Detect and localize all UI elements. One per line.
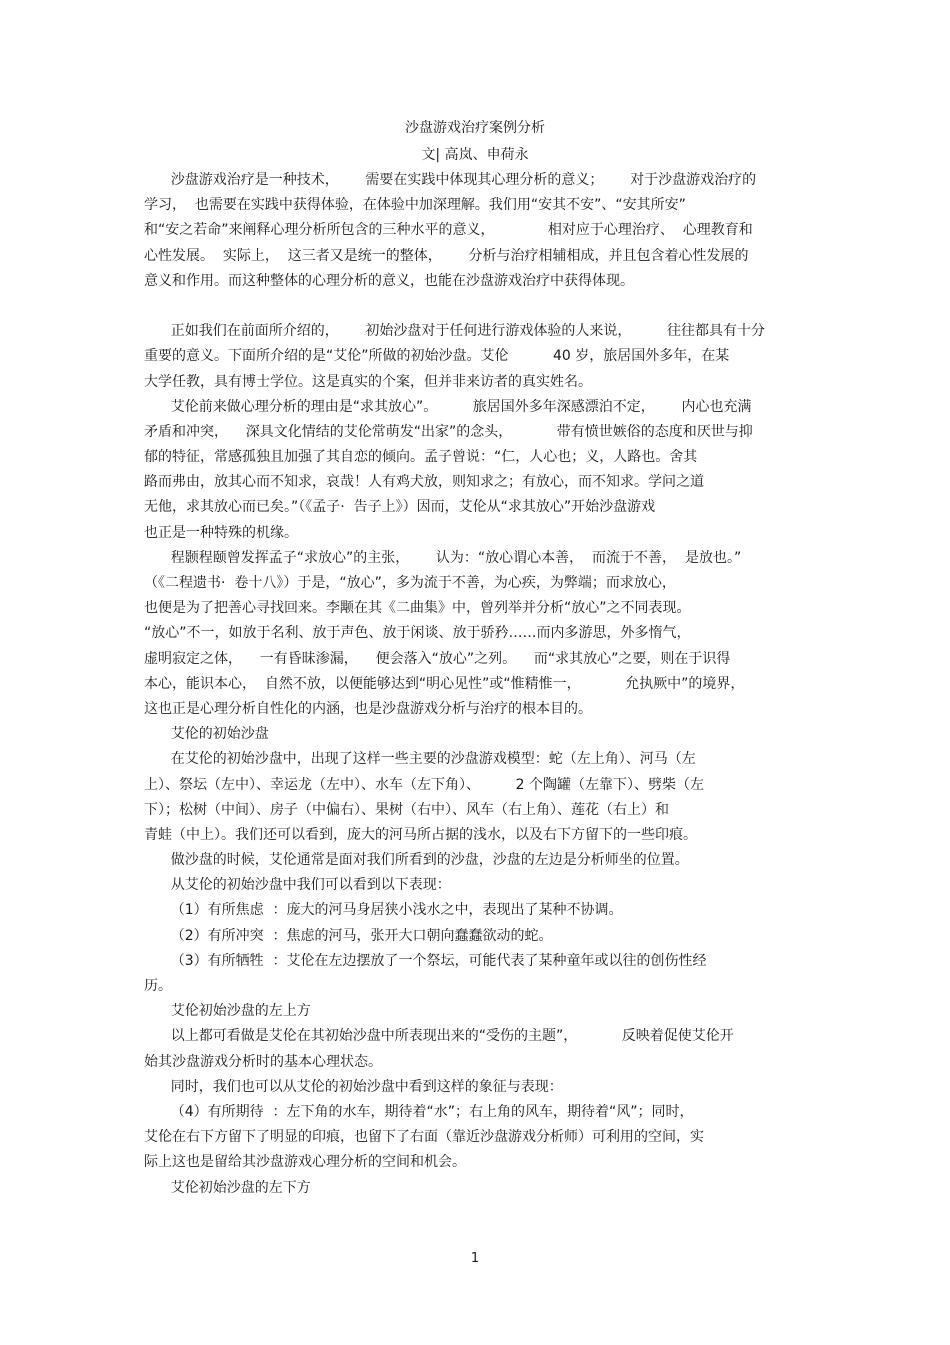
page-number: 1 — [470, 1251, 480, 1266]
text-line: 下）；松树（中间）、房子（中偏右）、果树（右中）、风车（右上角）、莲花（右上）和 — [144, 801, 669, 818]
text-line: 和“安之若命”来阐释心理分析所包含的三种水平的意义， 相对应于心理治疗、 心理教育和 — [144, 222, 753, 239]
list-item: （4）有所期待 ：左下角的水车，期待着“水”；右上角的风车，期待着“风”；同时， — [144, 1103, 694, 1120]
text-line: （《二程遗书· 卷十八》）于是，“放心”，多为流于不善，为心疾，为弊端；而求放心， — [144, 575, 676, 591]
text-line: 以上都可看做是艾伦在其初始沙盘中所表现出来的“受伤的主题”， 反映着促使艾伦开 — [144, 1028, 734, 1045]
text-line: 心性发展。 实际上， 这三者又是统一的整体， 分析与治疗相辅相成，并且包含着心性发展的 — [144, 247, 749, 264]
text-line: 历。 — [144, 978, 172, 994]
text-line: 艾伦在右下方留下了明显的印痕，也留下了右面（靠近沙盘游戏分析师）可利用的空间，实 — [144, 1129, 704, 1146]
text-line: 从艾伦的初始沙盘中我们可以看到以下表现： — [144, 877, 451, 894]
text-line: 沙盘游戏治疗是一种技术， 需要在实践中体现其心理分析的意义； 对于沙盘游戏治疗的 — [144, 172, 757, 188]
text-line: 矛盾和冲突， 深具文化情结的艾伦常萌发“出家”的念头， 带有愤世嫉俗的态度和厌世与抑 — [144, 423, 753, 440]
text-line: 同时，我们也可以从艾伦的初始沙盘中看到这样的象征与表现： — [144, 1078, 563, 1095]
text-line: 程颢程颐曾发挥孟子“求放心”的主张， 认为：“放心谓心本善， 而流于不善， 是放也。” — [144, 549, 742, 566]
blank-line — [144, 294, 804, 319]
text-line: 意义和作用。而这种整体的心理分析的意义，也能在沙盘游戏治疗中获得体现。 — [144, 272, 634, 289]
section-heading: 艾伦初始沙盘的左上方 — [144, 1003, 311, 1020]
section-heading: 艾伦初始沙盘的左下方 — [144, 1179, 311, 1196]
text-line: 在艾伦的初始沙盘中，出现了这样一些主要的沙盘游戏模型：蛇（左上角）、河马（左 — [144, 751, 696, 768]
text-line: 重要的意义。下面所介绍的是“艾伦”所做的初始沙盘。艾伦 40 岁，旅居国外多年，在某 — [144, 348, 730, 365]
text-line: 上）、祭坛（左中）、幸运龙（左中）、水车（左下角）、 2 个陶罐（左靠下）、劈柴（左 — [144, 776, 704, 793]
text-line: 郁的特征，常感孤独且加强了其自恋的倾向。孟子曾说：“仁，人心也；义，人路也。舍其 — [144, 449, 698, 466]
text-line: 学习， 也需要在实践中获得体验，在体验中加深理解。我们用“安其不安”、“安其所安” — [144, 197, 686, 214]
text-line: 本心，能识本心， 自然不放，以便能够达到“明心见性”或“惟精惟一， 允执厥中”的境界， — [144, 675, 745, 692]
text-line: 大学任教，具有博士学位。这是真实的个案，但并非来访者的真实姓名。 — [144, 373, 592, 390]
document-author: 文| 高岚、申荷永 — [421, 147, 529, 163]
text-line: 也便是为了把善心寻找回来。李颙在其《二曲集》中，曾列举并分析“放心”之不同表现。 — [144, 600, 691, 617]
text-line: 做沙盘的时候，艾伦通常是面对我们所看到的沙盘，沙盘的左边是分析师坐的位置。 — [144, 852, 689, 869]
text-line: “放心”不一，如放于名利、放于声色、放于闲谈、放于骄矜……而内多游思，外多惰气， — [144, 625, 691, 642]
section-heading: 艾伦的初始沙盘 — [144, 726, 269, 743]
text-line: 正如我们在前面所介绍的， 初始沙盘对于任何进行游戏体验的人来说， 往往都具有十分 — [144, 323, 766, 340]
text-line: 艾伦前来做心理分析的理由是“求其放心”。 旅居国外多年深感漂泊不定， 内心也充满 — [144, 398, 752, 415]
list-item: （3）有所牺牲 ：艾伦在左边摆放了一个祭坛，可能代表了某种童年或以往的创伤性经 — [144, 952, 707, 969]
text-line: 路而弗由，放其心而不知求，哀哉！人有鸡犬放，则知求之；有放心，而不知求。学问之道 — [144, 474, 704, 491]
text-line: 这也正是心理分析自性化的内涵，也是沙盘游戏分析与治疗的根本目的。 — [144, 700, 592, 717]
text-line: 也正是一种特殊的机缘。 — [144, 524, 298, 541]
text-line: 始其沙盘游戏分析时的基本心理状态。 — [144, 1053, 382, 1070]
document-body — [144, 168, 804, 1201]
list-item: （1）有所焦虑 ：庞大的河马身居狭小浅水之中，表现出了某种不协调。 — [144, 902, 623, 919]
text-line: 青蛙（中上）。我们还可以看到，庞大的河马所占据的浅水，以及右下方留下的一些印痕。 — [144, 826, 697, 843]
text-line: 虚明寂定之体， 一有昏昧渗漏， 便会落入“放心”之列。 而“求其放心”之要，则在于识得 — [144, 650, 731, 667]
text-line: 无他，求其放心而已矣。”（《孟子· 告子上》）因而，艾伦从“求其放心”开始沙盘游戏 — [144, 499, 656, 516]
list-item: （2）有所冲突 ：焦虑的河马，张开大口朝向蠢蠢欲动的蛇。 — [144, 927, 553, 944]
text-line: 际上这也是留给其沙盘游戏心理分析的空间和机会。 — [144, 1154, 466, 1171]
document-title: 沙盘游戏治疗案例分析 — [405, 120, 545, 136]
